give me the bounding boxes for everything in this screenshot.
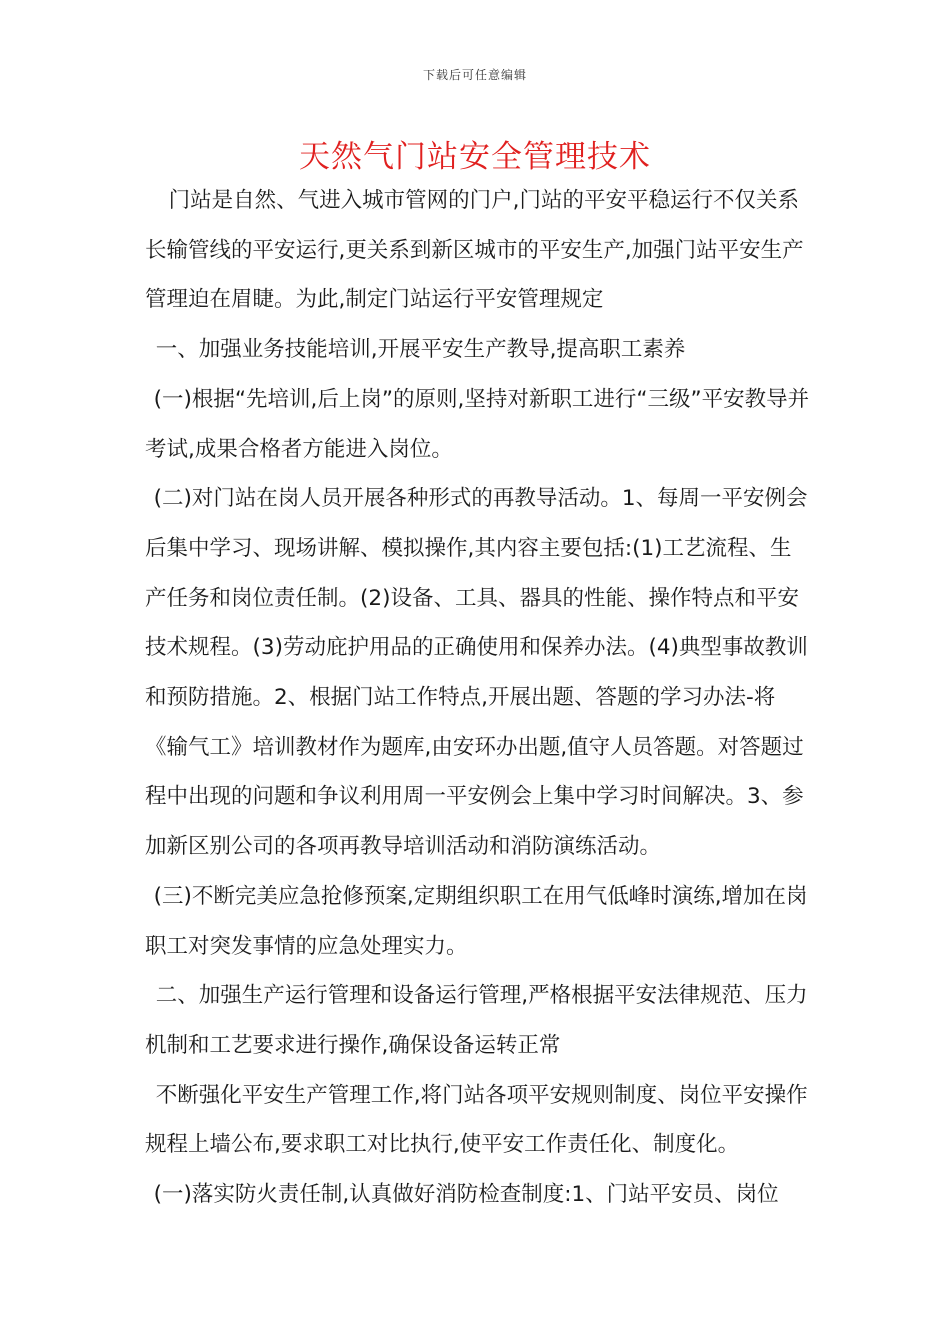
section-heading-1: 一、加强业务技能培训,开展平安生产教导,提高职工素养	[155, 337, 686, 363]
paragraph-1-1: (一)根据“先培训,后上岗”的原则,坚持对新职工进行“三级”平安教导并考试,成果合格者方能进入岗位。	[145, 386, 810, 462]
document-body	[145, 176, 810, 1220]
paragraph-2-1: (一)落实防火责任制,认真做好消防检查制度:1、门站平安员、岗位	[153, 1182, 779, 1208]
paragraph-intro: 门站是自然、气进入城市管网的门户,门站的平安平稳运行不仅关系长输管线的平安运行,更关系到新区城市的平安生产,加强门站平安生产管理迫在眉睫。为此,制定门站运行平安管理规定	[145, 188, 804, 313]
paragraph-2-intro: 不断强化平安生产管理工作,将门站各项平安规则制度、岗位平安操作规程上墙公布,要求职工对比执行,使平安工作责任化、制度化。	[145, 1082, 808, 1158]
header-note: 下载后可任意编辑	[422, 68, 527, 82]
section-heading-2: 二、加强生产运行管理和设备运行管理,严格根据平安法律规范、压力机制和工艺要求进行操作,确保设备运转正常	[145, 983, 808, 1058]
document-title: 天然气门站安全管理技术	[299, 139, 651, 175]
paragraph-1-3: (三)不断完美应急抢修预案,定期组织职工在用气低峰时演练,增加在岗职工对突发事情的应急处理实力。	[145, 883, 808, 959]
paragraph-1-2: (二)对门站在岗人员开展各种形式的再教导活动。1、每周一平安例会后集中学习、现场讲解、模拟操作,其内容主要包括:(1)工艺流程、生产任务和岗位责任制。(2)设备、工具、器具的性能、操作特点和平安技术规程。(3)劳动庇护用品的正确使用和保养办法。(4)典型事故教训和预防措施。2、根据门站工作特点,开展出题、答题的学习办法-将《输气工》培训教材作为题库,由安环办出题,值守人员答题。对答题过程中出现的问题和争议利用周一平安例会上集中学习时间解决。3、参加新区别公司的各项再教导培训活动和消防演练活动。	[145, 486, 808, 860]
